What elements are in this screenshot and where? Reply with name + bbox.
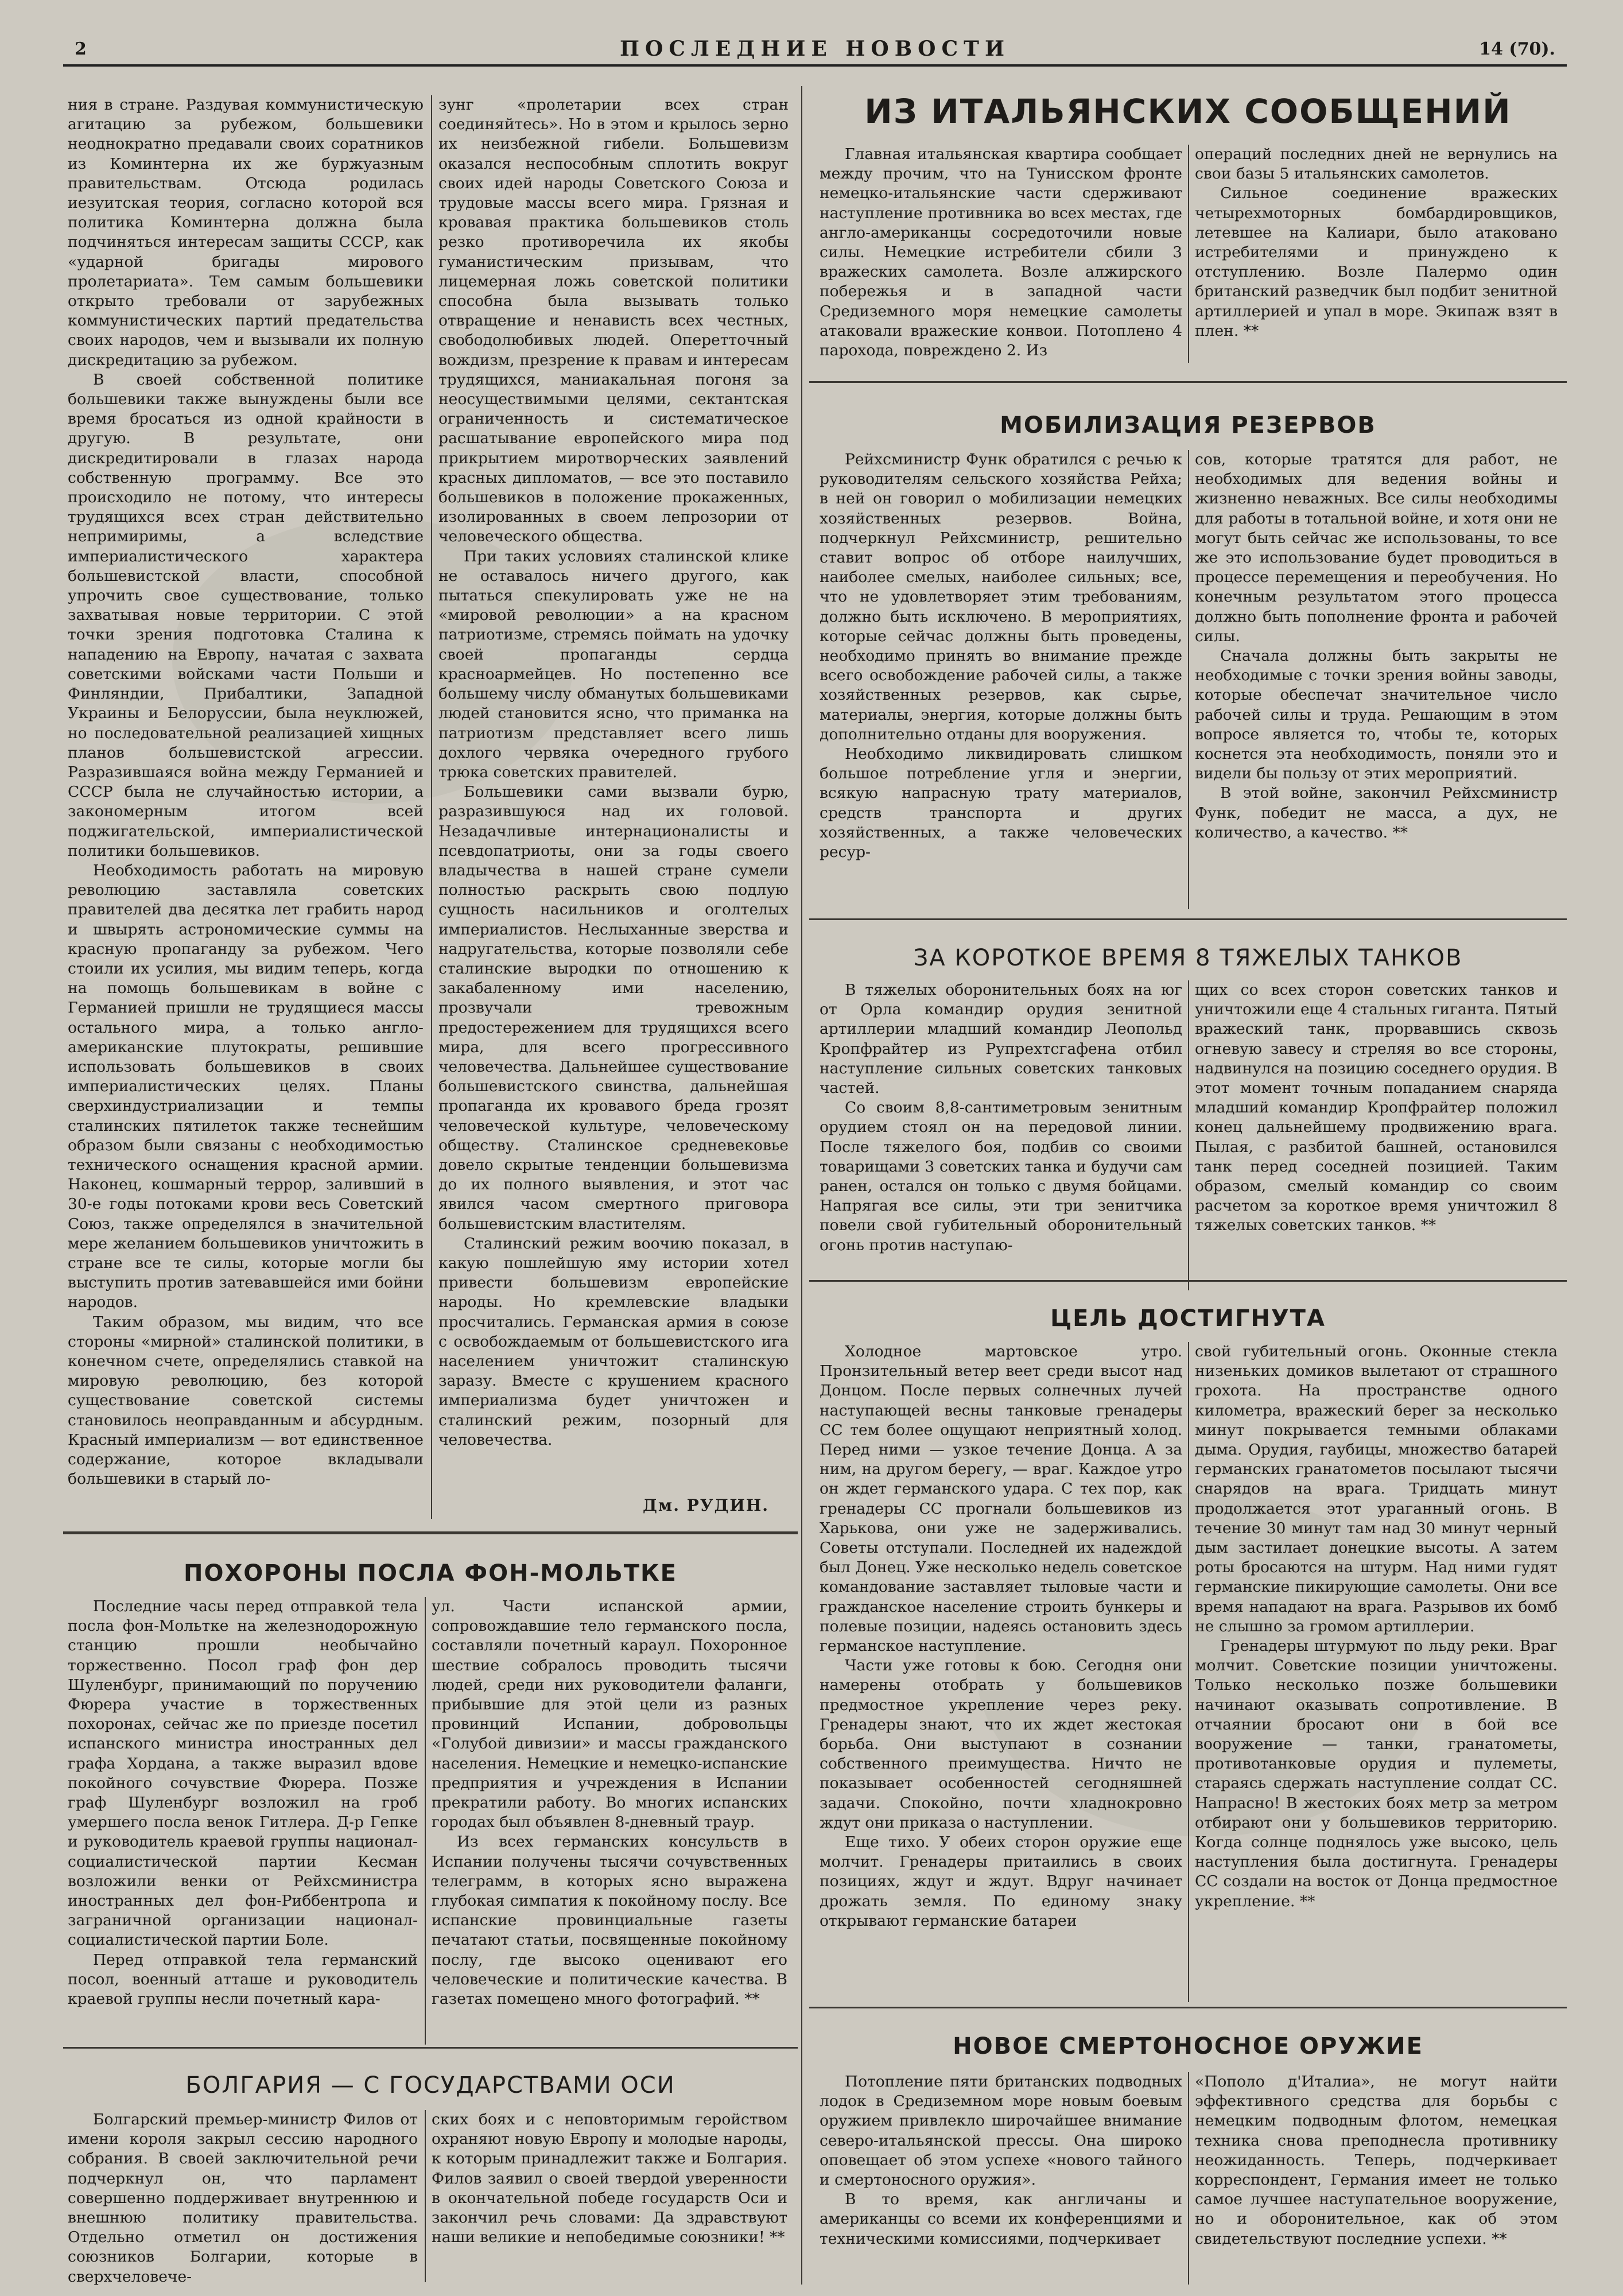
column-rule [1188, 2072, 1189, 2285]
paragraph: щих со всех сторон советских танков и уничтожили еще 4 стальных гиганта. Пятый вражеский танк, прорвавшись сквозь огневую завесу и стреляя во все стороны, надвинулся на позицию соседнего орудия. В этот момент точным попаданием снаряда младший командир Кропфрайтер положил конец дальнейшему продвижению врага. Пылая, с разбитой башней, остановился танк перед соседней позицией. Таким образом, смелый командир со своим расчетом за короткое время уничтожил 8 тяжелых советских танков. ** [1195, 981, 1558, 1235]
paragraph: Сталинский режим воочию показал, в какую пошлейшую яму истории хотел привести большевизм европейские народы. Но кремлевские владыки просчитались. Германская армия в союзе с освобождаемым от большевистского ига населением уничтожит сталинскую заразу. Вместе с крушением красного империализма будет уничтожен и сталинский режим, позорный для человечества. [438, 1234, 789, 1449]
column-rule [801, 86, 802, 2285]
column-rule [431, 95, 432, 1519]
funeral-col1 [68, 1597, 418, 2009]
page-number: 2 [75, 39, 87, 59]
paragraph: Большевики сами вызвали бурю, разразившуюся над их головой. Незадачливые интернационалисты и псевдопатриоты, они за годы своего владычества в нашей стране сумели полностью раскрыть свою подлую сущность насильников и оголтелых империалистов. Неслыханные зверства и надругательства, которые позволяли себе сталинские выродки по отношению к закабаленному ими населению, прозвучали тревожным предостережением для трудящихся всего мира, для всего прогрессивного человечества. Дальнейшее существование большевистского свинства, дальнейшая пропаганда их кровавого бреда грозят человеческой культуре, человеческому обществу. Сталинское средневековье довело скрытые тенденции большевизма до их полного выявления, и этот час явился часом смертного приговора большевистским властителям. [438, 783, 789, 1233]
column-rule [1188, 145, 1189, 363]
section-divider [809, 918, 1567, 920]
column-rule [1188, 980, 1189, 1290]
headline-italian-reports: ИЗ ИТАЛЬЯНСКИХ СООБЩЕНИЙ [864, 92, 1512, 131]
headline-goal-reached: ЦЕЛЬ ДОСТИГНУТА [1050, 1305, 1326, 1332]
weapon-col1 [820, 2072, 1182, 2249]
tanks-col2 [1195, 980, 1558, 1236]
goal-col1 [820, 1342, 1182, 1931]
paragraph: Необходимо ликвидировать слишком большое потребление угля и энергии, всякую напрасную трату материалов, средств транспорта и других хозяйственных, а также человеческих ресур- [820, 745, 1182, 862]
paragraph: Со своим 8,8-сантиметровым зенитным орудием стоял он на передовой линии. После тяжелого боя, подбив со своими товарищами 3 советских танка и будучи сам ранен, остался он только с двумя бойцами. Напрягая все силы, эти три зенитчика повели свой губительный оборонительный огонь против наступаю- [820, 1099, 1182, 1254]
paragraph: операций последних дней не вернулись на свои базы 5 итальянских самолетов. [1195, 145, 1558, 183]
headline-tanks: ЗА КОРОТКОЕ ВРЕМЯ 8 ТЯЖЕЛЫХ ТАНКОВ [913, 945, 1463, 971]
italian-col2 [1195, 145, 1558, 341]
author-signature: Дм. РУДИН. [643, 1496, 770, 1515]
paragraph: Потопление пяти британских подводных лодок в Средиземном море новым боевым оружием привлекло широчайшее внимание северо-итальянской прессы. Она широко оповещает об этом успехе «нового тайного и смертоносного оружия». [820, 2073, 1182, 2189]
column-rule [1188, 450, 1189, 909]
paragraph: В этой войне, закончил Рейхсминистр Функ, победит не масса, а дух, не количество, а качество. ** [1195, 784, 1558, 841]
column-rule [425, 1597, 426, 2045]
weapon-col2 [1195, 2072, 1558, 2249]
bulgaria-col1 [68, 2110, 418, 2287]
headline-funeral: ПОХОРОНЫ ПОСЛА ФОН-МОЛЬТКЕ [183, 1560, 677, 1587]
section-divider [809, 1280, 1567, 1282]
paragraph: зунг «пролетарии всех стран соединяйтесь». Но в этом и крылось зерно их неизбежной гибели. Большевизм оказался неспособным сплотить вокруг своих идей народы Советского Союза и трудовые массы всего мира. Грязная и кровавая практика большевиков столь резко противоречила их якобы гуманистическим призывам, что лицемерная ложь советской политики способна была вызывать только отвращение и ненависть всех честных, свободолюбивых людей. Оперетточный вождизм, презрение к правам и интересам трудящихся, маниакальная погоня за неосуществимыми целями, сектантская ограниченность и систематическое расшатывание европейского мира под прикрытием миротворческих заявлений красных дипломатов, — все это поставило большевиков в положение прокаженных, изолированных в своем лепрозории от человеческого общества. [438, 96, 789, 546]
headline-new-weapon: НОВОЕ СМЕРТОНОСНОЕ ОРУЖИЕ [953, 2033, 1423, 2060]
paragraph: Сначала должны быть закрыты не необходимые с точки зрения войны заводы, которые обеспечат значительное число рабочей силы и труда. Решающим в этом вопросе является то, чтобы те, которых коснется эта необходимость, поняли это и видели бы пользу от этих мероприятий. [1195, 647, 1558, 783]
paragraph: Последние часы перед отправкой тела посла фон-Мольтке на железнодорожную станцию прошли необычайно торжественно. Посол граф фон дер Шуленбург, принимающий по поручению Фюрера участие в торжественных похоронах, сейчас же по приезде посетил испанского министра иностранных дел графа Хордана, а также выразил вдове покойного сочувствие Фюрера. Позже граф Шуленбург возложил на гроб умершего посла венок Гитлера. Д-р Гепке и руководитель краевой группы национал-социалистической партии Кесман возложили венки от Рейхсминистра иностранных дел фон-Риббентропа и заграничной организации национал-социалистической партии Боле. [68, 1597, 418, 1949]
paragraph: свой губительный огонь. Оконные стекла низеньких домиков вылетают от страшного грохота. На пространстве одного километра, вражеский берег за несколько минут покрывается темными облаками дыма. Орудия, гаубицы, множество батарей германских гранатометов посылают тысячи снарядов на врага. Тридцать минут продолжается этот ураганный огонь. В течение 30 минут там над 30 минут черный дым застилает донецкие высоты. А затем роты бросаются на штурм. Над ними гудят германские пикирующие самолеты. Они все время нападают на врага. Разрывов их бомб не слышно за громом артиллерии. [1195, 1343, 1558, 1635]
paragraph: ских боях и с неповторимым геройством охраняют новую Европу и молодые народы, к которым принадлежит также и Болгария. Филов заявил о своей твердой уверенности в окончательной победе государств Оси и закончил речь словами: Да здравствуют наши великие и непобедимые союзники! ** [432, 2111, 787, 2247]
paragraph: В то время, как англичаны и американцы со всеми их конференциями и техническими комиссиями, подчеркивает [820, 2190, 1182, 2248]
paragraph: ул. Части испанской армии, сопровождавшие тело германского посла, составляли почетный караул. Похоронное шествие собралось проводить тысячи людей, среди них руководители фаланги, прибывшие для этой цели из разных провинций Испании, добровольцы «Голубой дивизии» и массы гражданского населения. Немецкие и немецко-испанские предприятия и учреждения в Испании прекратили работу. Во многих испанских городах был объявлен 8-дневный траур. [432, 1597, 787, 1832]
goal-col2 [1195, 1342, 1558, 1911]
paragraph: Рейхсминистр Функ обратился с речью к руководителям сельского хозяйства Рейха; в ней он говорил о мобилизации немецких хозяйственных резервов. Война, подчеркнул Рейхсминистр, решительно ставит вопрос об отборе наилучших, наиболее смелых, наиболее сильных; все, что не удовлетворяет этим требованиям, должно быть исключено. В мероприятиях, которые сейчас должны быть проведены, необходимо принять во внимание прежде всего освобождение рабочей силы, а также хозяйственных резервов, как сырье, материалы, энергия, которые должны быть дополнительно отданы для вооружения. [820, 451, 1182, 743]
paragraph: Еще тихо. У обеих сторон оружие еще молчит. Гренадеры притаились в своих позициях, ждут и ждут. Вдруг начинает дрожать земля. По единому знаку открывают германские батареи [820, 1833, 1182, 1930]
paragraph: ния в стране. Раздувая коммунистическую агитацию за рубежом, большевики неоднократно предавали своих соратников из Коминтерна их же буржуазным правительствам. Отсюда родилась иезуитская теория, согласно которой вся политика Коминтерна должна была подчиняться интересам защиты СССР, как «ударной бригады мирового пролетариата». Тем самым большевики открыто требовали от зарубежных коммунистических партий предательства своих народов, чем и вызывали их полную дискредитацию за рубежом. [68, 96, 424, 369]
section-divider [63, 1531, 798, 1534]
paragraph: «Пополо д'Италиа», не могут найти эффективного средства для борьбы с немецким подводным флотом, немецкая техника снова преподнесла противнику неожиданность. Теперь, подчеркивает корреспондент, Германия имеет не только самое лучшее наступательное вооружение, но и оборонительное, как об этом свидетельствуют последние успехи. ** [1195, 2073, 1558, 2248]
paragraph: Перед отправкой тела германский посол, военный атташе и руководитель краевой группы несли почетный кара- [68, 1950, 418, 2008]
section-divider [809, 381, 1567, 383]
paragraph: Части уже готовы к бою. Сегодня они намерены отобрать у большевиков предмостное укрепление через реку. Гренадеры знают, что их ждет жестокая борьба. Они выступают в сознании собственного преимущества. Ничто не показывает особенностей сегодняшней задачи. Спокойно, почти хладнокровно ждут они приказа о наступлении. [820, 1657, 1182, 1832]
paragraph: Сильное соединение вражеских четырехмоторных бомбардировщиков, летевшее на Калиари, было атаковано истребителями и принуждено к отступлению. Возле Палермо один британский разведчик был подбит зенитной артиллерией и упал в море. Экипаж взят в плен. ** [1195, 184, 1558, 340]
paragraph: Таким образом, мы видим, что все стороны «мирной» сталинской политики, в конечном счете, определялись ставкой на мировую революцию, без которой существование советской системы становилось неоправданным и абсурдным. Красный империализм — вот единственное содержание, которое вкладывали большевики в старый ло- [68, 1313, 424, 1488]
paragraph: Главная итальянская квартира сообщает между прочим, что на Тунисском фронте немецко-итальянские части сдерживают наступление противника во всех местах, где англо-американцы сосредоточили новые силы. Немецкие истребители сбили 3 вражеских самолета. Возле алжирского побережья и в западной части Средиземного моря немецкие самолеты атаковали вражеские конвои. Потоплено 4 парохода, повреждено 2. Из [820, 145, 1182, 360]
lead-article-col2 [438, 95, 789, 1450]
italian-col1 [820, 145, 1182, 360]
lead-article-col1 [68, 95, 424, 1489]
column-rule [1188, 1342, 1189, 2002]
paragraph: Гренадеры штурмуют по льду реки. Враг молчит. Советские позиции уничтожены. Только несколько позже большевики начинают оказывать сопротивление. В отчаянии бросают они в бой все вооружение — танки, гранатометы, противотанковые орудия и пулеметы, стараясь сдержать наступление солдат СС. Напрасно! В жестоких боях метр за метром отбирают они у большевиков территорию. Когда солнце поднялось уже высоко, цель наступления была достигнута. Гренадеры СС создали на восток от Донца предмостное укрепление. ** [1195, 1637, 1558, 1910]
mobilization-col1 [820, 450, 1182, 862]
paragraph: Болгарский премьер-министр Филов от имени короля закрыл сессию народного собрания. В своей заключительной речи подчеркнул он, что парламент совершенно поддерживает внутреннюю и внешнюю политику правительства. Отдельно отметил он достижения союзников Болгарии, которые в сверхчеловече- [68, 2111, 418, 2286]
section-divider [63, 2047, 798, 2049]
bulgaria-col2 [432, 2110, 787, 2247]
column-rule [425, 2110, 426, 2282]
masthead [63, 34, 1567, 67]
mobilization-col2 [1195, 450, 1558, 843]
paragraph: сов, которые тратятся для работ, не необходимых для ведения войны и жизненно неважных. Все силы необходимы для работы в тотальной войне, и хотя они не могут быть сейчас же использованы, то все же это использование будет проводиться в процессе перемещения и переобучения. Но конечным результатом этого процесса должно быть пополнение фронта и рабочей силы. [1195, 451, 1558, 645]
funeral-col2 [432, 1597, 787, 2009]
paragraph: Из всех германских консульств в Испании получены тысячи сочувственных телеграмм, в которых ясно выражена глубокая симпатия к покойному послу. Все испанские провинциальные газеты печатают статьи, посвященные покойному послу, где высоко оценивают его человеческие и политические качества. В газетах помещено много фотографий. ** [432, 1833, 787, 2008]
paragraph: В тяжелых оборонительных боях на юг от Орла командир орудия зенитной артиллерии младший командир Леопольд Кропфрайтер из Рупрехтсгафена отбил наступление сильных советских танковых частей. [820, 981, 1182, 1097]
headline-bulgaria: БОЛГАРИЯ — С ГОСУДАРСТВАМИ ОСИ [185, 2072, 675, 2099]
tanks-col1 [820, 980, 1182, 1255]
paragraph: Необходимость работать на мировую революцию заставляла советских правителей два десятка лет грабить народ и швырять астрономические суммы на красную пропаганду за рубежом. Чего стоили их усилия, мы видим теперь, когда на помощь большевикам в войне с Германией пришли не трудящиеся массы остального мира, а только англо-американские плутократы, решившие использовать большевиков в своих империалистических целях. Планы сверхиндустриализации и темпы сталинских пятилеток также теснейшим образом были связаны с необходимостью технического оснащения красной армии. Наконец, кошмарный террор, заливший в 30-е годы потоками крови весь Советский Союз, также определялся в значительной мере желанием большевиков уничтожить в стране все те силы, которые могли бы выступить против затевавшейся ими бойни народов. [68, 861, 424, 1312]
section-divider [809, 2007, 1567, 2008]
newspaper-title: ПОСЛЕДНИЕ НОВОСТИ [620, 37, 1010, 61]
headline-mobilization: МОБИЛИЗАЦИЯ РЕЗЕРВОВ [1000, 412, 1376, 439]
paragraph: В своей собственной политике большевики также вынуждены были все время бросаться из одной крайности в другую. В результате, они дискредитировали в глазах народа собственную программу. Все это происходило не потому, что интересы трудящихся всех стран действительно непримиримы, а вследствие империалистического характера большевистской власти, способной упрочить свое существование, только захватывая новые территории. С этой точки зрения подготовка Сталина к нападению на Европу, начатая с захвата советскими войсками части Польши и Финляндии, Прибалтики, Западной Украины и Белоруссии, была неуклюжей, но последовательной реализацией хищных планов большевистской агрессии. Разразившаяся война между Германией и СССР была не случайностью истории, а закономерным итогом всей поджигательской, империалистической политики большевиков. [68, 370, 424, 860]
paragraph: При таких условиях сталинской клике не оставалось ничего другого, как пытаться спекулировать уже не на «мировой революции» а на красном патриотизме, стремясь поймать на удочку своей пропаганды сердца красноармейцев. Но постепенно все большему числу обманутых большевиками людей становится ясно, что приманка на патриотизм представляет всего лишь дохлого червяка очередного грубого трюка советских правителей. [438, 547, 789, 781]
issue-number: 14 (70). [1479, 39, 1555, 59]
paragraph: Холодное мартовское утро. Пронзительный ветер веет среди высот над Донцом. После первых солнечных лучей наступающей весны танковые гренадеры СС тем более ощущают неприятный холод. Перед ними — узкое течение Донца. А за ним, на другом берегу, — враг. Каждое утро он ждет германского удара. С тех пор, как гренадеры СС прогнали большевиков из Харькова, они уже не задерживались. Советы отступали. Последней их надеждой был Донец. Уже несколько недель советское командование заставляет тыловые части и гражданское население строить бункеры и полевые позиции, надеясь остановить здесь германское наступление. [820, 1343, 1182, 1655]
